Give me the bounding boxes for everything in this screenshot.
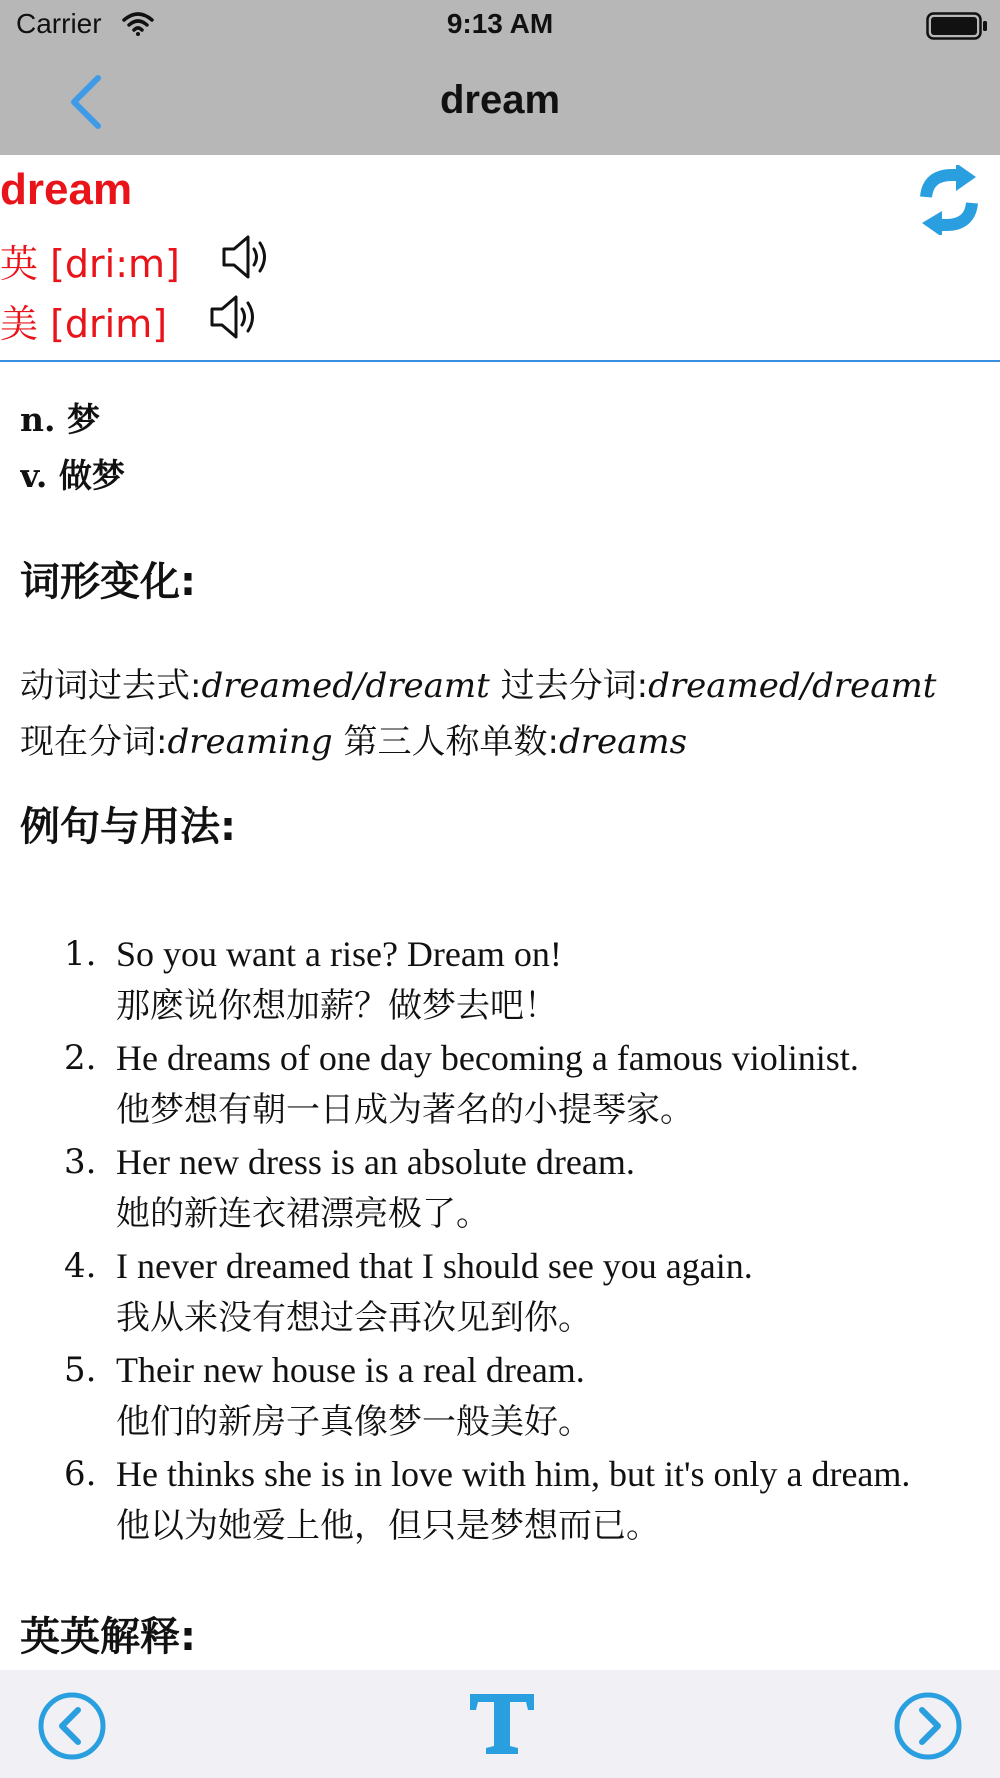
example-chinese: 我从来没有想过会再次见到你。 (116, 1298, 592, 1338)
example-english: So you want a rise? Dream on! (116, 934, 562, 974)
definition-content (20, 360, 980, 1670)
refresh-button[interactable] (916, 165, 982, 235)
list-item (20, 1448, 980, 1552)
example-number: 6. (64, 1454, 97, 1494)
example-english: He thinks she is in love with him, but it's only a dream. (116, 1454, 911, 1494)
examples-heading: 例句与用法: (20, 804, 236, 850)
text-size-icon (464, 1684, 540, 1760)
navigation-bar (0, 50, 1000, 155)
past-participle-value: dreamed/dreamt (648, 666, 937, 706)
next-word-button[interactable] (892, 1690, 964, 1762)
circle-chevron-left-icon (36, 1690, 108, 1762)
list-item (20, 1136, 980, 1240)
example-english: I never dreamed that I should see you again. (116, 1246, 753, 1286)
list-item (20, 1032, 980, 1136)
example-number: 1. (64, 934, 97, 974)
uk-pronunciation: 英 [dri:m] (0, 242, 180, 286)
example-english: He dreams of one day becoming a famous violinist. (116, 1038, 859, 1078)
forms-heading: 词形变化: (20, 559, 196, 605)
example-english: Their new house is a real dream. (116, 1350, 585, 1390)
example-chinese: 他以为她爱上他，但只是梦想而已。 (116, 1506, 660, 1546)
example-chinese: 他们的新房子真像梦一般美好。 (116, 1402, 592, 1442)
past-tense-value: dreamed/dreamt (201, 666, 490, 706)
definitions (20, 392, 980, 504)
english-definition-heading: 英英解释: (20, 1614, 196, 1660)
third-person-label: 第三人称单数: (343, 722, 559, 762)
example-number: 2. (64, 1038, 97, 1078)
speaker-icon (220, 231, 276, 283)
headword: dream (0, 165, 133, 214)
definition-verb: v. 做梦 (20, 456, 125, 495)
text-size-button[interactable] (464, 1684, 540, 1760)
example-number: 4. (64, 1246, 97, 1286)
speaker-icon (208, 291, 264, 343)
uk-speaker-button[interactable] (220, 231, 276, 283)
page-title: dream (439, 78, 561, 122)
us-speaker-button[interactable] (208, 291, 264, 343)
battery-icon (926, 12, 988, 44)
past-tense-label: 动词过去式: (20, 666, 202, 706)
example-english: Her new dress is an absolute dream. (116, 1142, 635, 1182)
bottom-toolbar (0, 1670, 1000, 1778)
carrier-label: Carrier (16, 8, 102, 39)
example-chinese: 那麽说你想加薪？做梦去吧！ (116, 986, 558, 1026)
third-person-value: dreams (558, 722, 688, 762)
present-participle-label: 现在分词: (20, 722, 168, 762)
circle-chevron-right-icon (892, 1690, 964, 1762)
clock-label: 9:13 AM (446, 8, 554, 39)
list-item (20, 928, 980, 1032)
present-participle-value: dreaming (167, 722, 333, 762)
status-bar (0, 0, 1000, 50)
past-participle-label: 过去分词: (500, 666, 649, 706)
example-number: 5. (64, 1350, 97, 1390)
definition-noun: n. 梦 (20, 400, 100, 439)
list-item (20, 1344, 980, 1448)
word-header (0, 155, 1000, 362)
previous-word-button[interactable] (36, 1690, 108, 1762)
word-forms (20, 658, 980, 770)
us-pronunciation: 美 [drim] (0, 302, 168, 346)
example-chinese: 她的新连衣裙漂亮极了。 (116, 1194, 490, 1234)
example-number: 3. (64, 1142, 97, 1182)
example-chinese: 他梦想有朝一日成为著名的小提琴家。 (116, 1090, 694, 1130)
list-item (20, 1240, 980, 1344)
example-list (20, 928, 980, 1552)
refresh-icon (916, 165, 982, 235)
